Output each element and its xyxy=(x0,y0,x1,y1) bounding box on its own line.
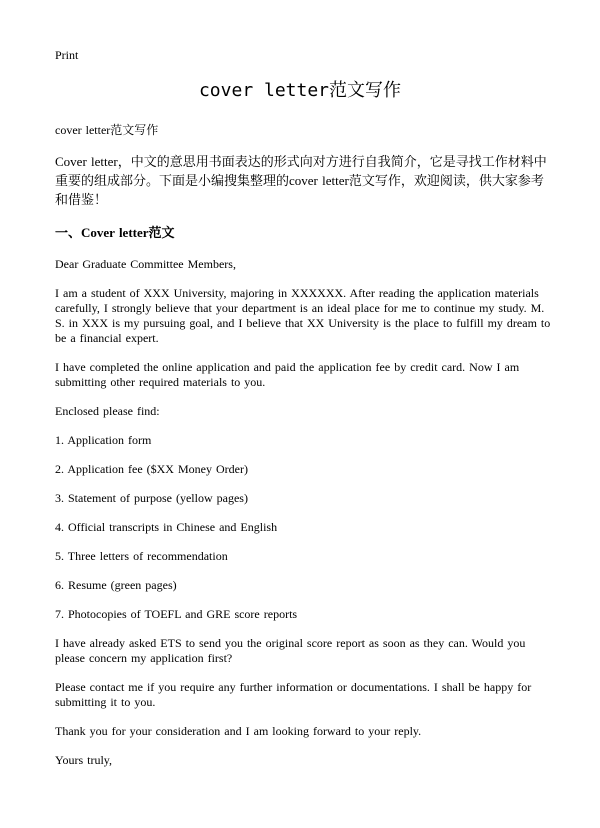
letter-paragraph-2: I have completed the online application and paid the application fee by credit card. Now I am submitting other required materials to you. xyxy=(55,360,520,389)
intro-paragraph: Cover letter，中文的意思用书面表达的形式向对方进行自我简介，它是寻找工作材料中重要的组成部分。下面是小编搜集整理的cover letter范文写作，欢迎阅读，供大家参考和借鉴！ xyxy=(55,154,547,207)
letter-paragraph-5: Thank you for your consideration and I am looking forward to your reply. xyxy=(55,724,422,738)
closing: Yours truly, xyxy=(55,753,113,767)
document-title: cover letter范文写作 xyxy=(198,80,402,101)
enclosure-item: 5. Three letters of recommendation xyxy=(55,549,228,563)
enclosed-intro: Enclosed please find: xyxy=(55,404,160,418)
enclosure-item: 3. Statement of purpose (yellow pages) xyxy=(55,491,248,505)
salutation: Dear Graduate Committee Members, xyxy=(55,257,236,271)
enclosure-item: 7. Photocopies of TOEFL and GRE score reports xyxy=(55,607,298,621)
enclosure-item: 4. Official transcripts in Chinese and English xyxy=(55,520,278,534)
letter-paragraph-4: Please contact me if you require any further information or documentations. I shall be happy for submitting it to you. xyxy=(55,680,532,709)
enclosures-list xyxy=(55,433,555,622)
section-heading: 一、Cover letter范文 xyxy=(55,225,175,240)
document-body xyxy=(55,123,555,782)
letter-paragraph-3: I have already asked ETS to send you the original score report as soon as they can. Would you please concern my application first? xyxy=(55,636,526,665)
print-link[interactable]: Print xyxy=(55,48,79,62)
letter-paragraph-1: I am a student of XXX University, majoring in XXXXXX. After reading the application materials carefully, I strongly believe that your department is an ideal place for me to continue my study. M. S. in XXX is my pursuing goal, and I believe that XX University is the place to fulfill my dream to be a financial expert. xyxy=(55,286,551,345)
document-subtitle: cover letter范文写作 xyxy=(55,123,159,137)
enclosure-item: 2. Application fee ($XX Money Order) xyxy=(55,462,248,476)
enclosure-item: 1. Application form xyxy=(55,433,152,447)
enclosure-item: 6. Resume (green pages) xyxy=(55,578,177,592)
